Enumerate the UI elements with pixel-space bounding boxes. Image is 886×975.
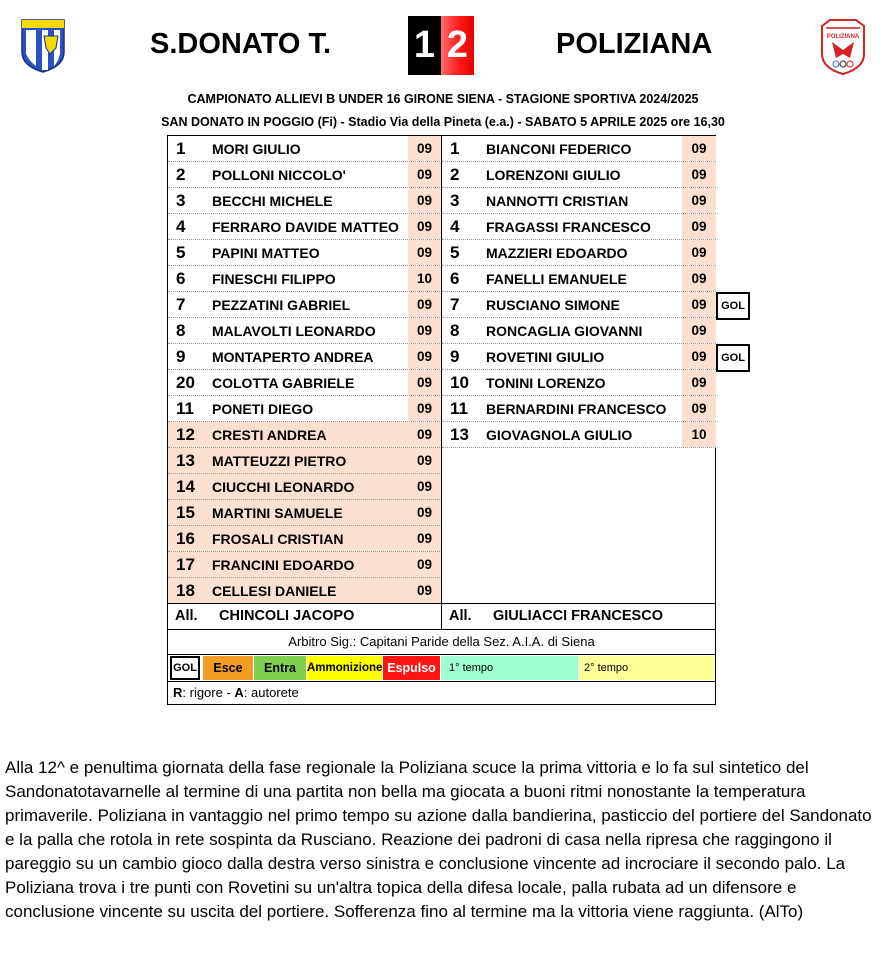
player-row (168, 526, 442, 552)
legend-esce: Esce (203, 656, 253, 680)
home-lineup (168, 136, 442, 604)
player-name: TONINI LORENZO (486, 375, 606, 391)
player-row (168, 396, 442, 422)
player-birth-year: 09 (682, 266, 716, 291)
competition-title: CAMPIONATO ALLIEVI B UNDER 16 GIRONE SIENA - STAGIONE SPORTIVA 2024/2025 (187, 92, 699, 106)
player-birth-year: 09 (408, 162, 441, 187)
player-row (168, 578, 442, 604)
player-row (442, 422, 716, 448)
player-birth-year: 09 (408, 422, 441, 447)
coaches-row (167, 603, 716, 630)
player-row (168, 422, 442, 448)
rigore-key: R (173, 685, 183, 700)
player-birth-year: 09 (682, 370, 716, 395)
legend-gol: GOL (170, 656, 200, 680)
player-number: 13 (176, 451, 195, 470)
poliziana-crest-icon (820, 18, 866, 76)
san-donato-crest-icon (20, 18, 66, 74)
lineups-table (167, 135, 745, 604)
player-birth-year: 09 (408, 318, 441, 343)
player-number: 9 (450, 347, 460, 366)
away-coach-name: GIULIACCI FRANCESCO (493, 608, 663, 624)
player-number: 18 (176, 581, 195, 600)
player-number: 11 (176, 399, 194, 418)
autorete-key: A (234, 685, 244, 700)
player-row (442, 188, 716, 214)
legend-entra: Entra (254, 656, 306, 680)
player-birth-year: 09 (408, 214, 441, 239)
notes-row (167, 681, 716, 705)
player-name: MALAVOLTI LEONARDO (212, 323, 376, 339)
player-number: 1 (176, 139, 186, 158)
player-number: 5 (450, 243, 460, 262)
legend-first-half: 1° tempo (441, 656, 578, 680)
player-name: PEZZATINI GABRIEL (212, 297, 351, 313)
player-number: 2 (176, 165, 186, 184)
home-coach-name: CHINCOLI JACOPO (219, 608, 355, 624)
player-name: FANELLI EMANUELE (486, 271, 627, 287)
player-birth-year: 09 (682, 214, 716, 239)
player-row (442, 370, 716, 396)
away-coach (442, 608, 663, 624)
player-number: 20 (176, 373, 195, 392)
player-number: 4 (450, 217, 460, 236)
referee-info: Arbitro Sig.: Capitani Paride della Sez. A.I.A. di Siena (167, 629, 716, 655)
match-report: Alla 12^ e penultima giornata della fase regionale la Poliziana scuce la prima vittoria e lo fa sul sintetico del Sandonatotavarnelle al termine di una partita non bella ma giocata a buoni ritmi nonostante la temperatura primaverile. Poliziana in vantaggio nel primo tempo su azione dalla bandierina, pasticcio del portiere del Sandonato e la palla che rotola in rete sospinta da Rusciano. Reazione dei padroni di casa nella ripresa che raggingono il pareggio su un cambio gioco dalla destra verso sinistra e conclusione vincente ad incrociare il secondo palo. La Poliziana trova i tre punti con Rovetini su un'altra topica della difesa locale, palla rubata ad un difensore e conclusione vincente su uscita del portiere. Sofferenza fino al termine ma la vittoria viene raggiunta. (AlTo) (5, 758, 872, 921)
player-number: 3 (450, 191, 460, 210)
player-name: ROVETINI GIULIO (486, 349, 605, 365)
player-row (442, 344, 745, 370)
player-name: BIANCONI FEDERICO (486, 141, 632, 157)
player-row (168, 344, 442, 370)
player-row (442, 318, 716, 344)
player-name: RONCAGLIA GIOVANNI (486, 323, 643, 339)
player-birth-year: 09 (682, 188, 716, 213)
player-number: 3 (176, 191, 186, 210)
legend (167, 654, 716, 682)
player-number: 7 (176, 295, 186, 314)
player-number: 14 (176, 477, 195, 496)
player-row (442, 292, 745, 318)
player-row (168, 162, 442, 188)
player-row (168, 370, 442, 396)
player-number: 10 (450, 373, 469, 392)
player-birth-year: 09 (408, 578, 441, 603)
player-row (442, 214, 716, 240)
player-birth-year: 09 (682, 292, 716, 317)
player-name: CELLESI DANIELE (212, 583, 337, 599)
player-name: MATTEUZZI PIETRO (212, 453, 347, 469)
player-name: PAPINI MATTEO (212, 245, 320, 261)
player-birth-year: 09 (408, 188, 441, 213)
player-row (168, 552, 442, 578)
player-birth-year: 09 (408, 370, 441, 395)
player-row (168, 448, 442, 474)
player-row (442, 162, 716, 188)
player-birth-year: 09 (408, 292, 441, 317)
player-name: FINESCHI FILIPPO (212, 271, 336, 287)
player-row (168, 214, 442, 240)
player-name: FRANCINI EDOARDO (212, 557, 355, 573)
player-row (168, 136, 442, 162)
player-birth-year: 09 (408, 448, 441, 473)
player-number: 1 (450, 139, 460, 158)
player-name: COLOTTA GABRIELE (212, 375, 355, 391)
player-birth-year: 09 (682, 344, 716, 369)
player-name: MONTAPERTO ANDREA (212, 349, 374, 365)
player-name: PONETI DIEGO (212, 401, 314, 417)
player-row (168, 266, 442, 292)
player-number: 9 (176, 347, 186, 366)
player-row (168, 500, 442, 526)
player-name: POLLONI NICCOLO' (212, 167, 346, 183)
player-number: 8 (450, 321, 460, 340)
player-name: FRAGASSI FRANCESCO (486, 219, 651, 235)
player-number: 8 (176, 321, 186, 340)
player-birth-year: 09 (682, 396, 716, 421)
player-name: LORENZONI GIULIO (486, 167, 621, 183)
player-birth-year: 09 (682, 136, 716, 161)
player-number: 17 (176, 555, 195, 574)
player-row (168, 188, 442, 214)
away-team-name: POLIZIANA (556, 28, 713, 60)
player-birth-year: 09 (408, 240, 441, 265)
player-birth-year: 09 (408, 552, 441, 577)
legend-espulso: Espulso (383, 656, 440, 680)
player-number: 6 (176, 269, 186, 288)
player-name: CRESTI ANDREA (212, 427, 327, 443)
player-name: CIUCCHI LEONARDO (212, 479, 355, 495)
away-lineup (442, 136, 745, 448)
coach-label: All. (449, 608, 472, 624)
player-birth-year: 09 (408, 474, 441, 499)
coach-label: All. (175, 608, 198, 624)
player-number: 5 (176, 243, 186, 262)
player-birth-year: 10 (682, 422, 716, 447)
player-number: 6 (450, 269, 460, 288)
player-name: BERNARDINI FRANCESCO (486, 401, 667, 417)
home-team-name: S.DONATO T. (150, 28, 331, 60)
player-row (168, 474, 442, 500)
player-birth-year: 10 (408, 266, 441, 291)
player-birth-year: 09 (408, 500, 441, 525)
player-birth-year: 09 (682, 162, 716, 187)
player-name: GIOVAGNOLA GIULIO (486, 427, 633, 443)
player-name: NANNOTTI CRISTIAN (486, 193, 629, 209)
player-birth-year: 09 (682, 240, 716, 265)
goal-badge: GOL (716, 344, 750, 372)
match-venue: SAN DONATO IN POGGIO (Fi) - Stadio Via della Pineta (e.a.) - SABATO 5 APRILE 2025 ore 16,30 (161, 115, 725, 129)
away-score: 2 (441, 16, 474, 75)
player-number: 15 (176, 503, 195, 522)
player-birth-year: 09 (408, 136, 441, 161)
player-row (442, 266, 716, 292)
player-birth-year: 09 (408, 396, 441, 421)
player-name: MAZZIERI EDOARDO (486, 245, 628, 261)
player-row (168, 318, 442, 344)
player-name: MARTINI SAMUELE (212, 505, 343, 521)
player-name: MORI GIULIO (212, 141, 301, 157)
player-name: FERRARO DAVIDE MATTEO (212, 219, 399, 235)
player-row (168, 292, 442, 318)
legend-ammonizione: Ammonizione (307, 656, 382, 680)
player-birth-year: 09 (408, 526, 441, 551)
player-number: 2 (450, 165, 460, 184)
player-row (168, 240, 442, 266)
player-name: RUSCIANO SIMONE (486, 297, 620, 313)
player-number: 16 (176, 529, 195, 548)
player-number: 11 (450, 399, 468, 418)
player-number: 12 (176, 425, 195, 444)
home-coach (168, 608, 354, 624)
player-birth-year: 09 (408, 344, 441, 369)
legend-second-half: 2° tempo (579, 656, 715, 680)
player-number: 4 (176, 217, 186, 236)
away-logo-text: POLIZIANA (826, 34, 860, 40)
rigore-text: : rigore - (182, 685, 235, 700)
home-score: 1 (408, 16, 441, 75)
player-row (442, 396, 716, 422)
goal-badge: GOL (716, 292, 750, 320)
player-number: 13 (450, 425, 469, 444)
player-name: BECCHI MICHELE (212, 193, 333, 209)
player-number: 7 (450, 295, 460, 314)
autorete-text: : autorete (243, 685, 299, 700)
player-birth-year: 09 (682, 318, 716, 343)
player-name: FROSALI CRISTIAN (212, 531, 344, 547)
player-row (442, 136, 716, 162)
player-row (442, 240, 716, 266)
